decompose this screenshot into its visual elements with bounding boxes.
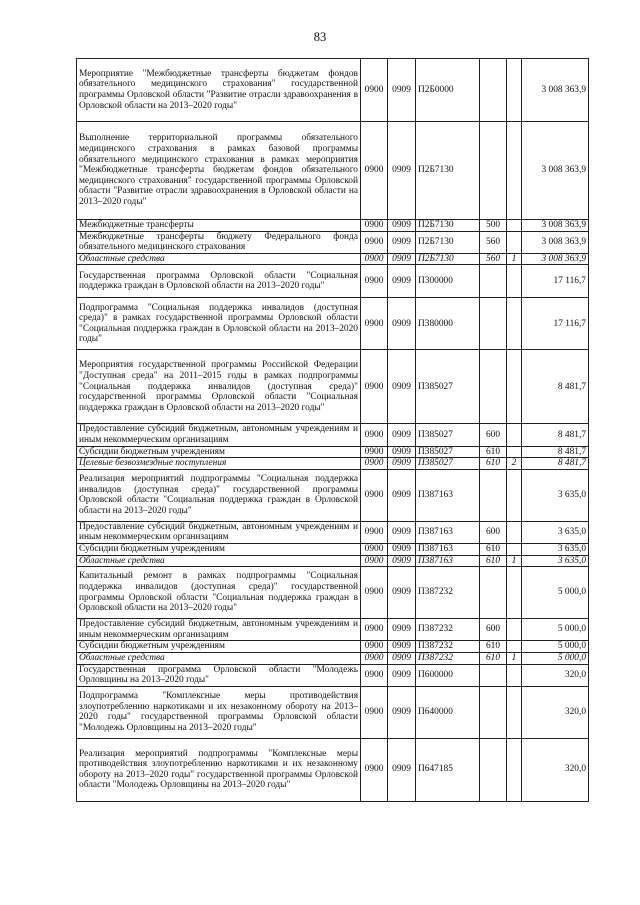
expense-type-cell: 610 (480, 641, 507, 653)
table-row (77, 555, 589, 567)
expense-type-cell (480, 664, 507, 686)
source-code-cell (507, 220, 522, 232)
section-code-cell: 0900 (361, 555, 388, 567)
item-name-cell: Областные средства (77, 555, 361, 567)
target-article-cell: П387232 (416, 619, 480, 641)
source-code-cell (507, 619, 522, 641)
target-article-cell: П300000 (416, 265, 480, 298)
item-name-cell: Предоставление субсидий бюджетным, автономным учреждениям и иным некоммерческим организациям (77, 424, 361, 446)
target-article-cell: П387163 (416, 521, 480, 543)
table-row (77, 619, 589, 641)
expense-type-cell: 610 (480, 446, 507, 458)
expense-type-cell: 610 (480, 652, 507, 664)
section-code-cell: 0900 (361, 521, 388, 543)
amount-cell: 8 481,7 (522, 446, 589, 458)
target-article-cell: П600000 (416, 664, 480, 686)
section-code-cell: 0900 (361, 265, 388, 298)
subsection-code-cell: 0909 (388, 220, 416, 232)
subsection-code-cell: 0909 (388, 619, 416, 641)
target-article-cell: П387163 (416, 543, 480, 555)
subsection-code-cell: 0909 (388, 424, 416, 446)
page-number: 83 (313, 30, 327, 44)
budget-table (76, 58, 589, 802)
section-code-cell: 0900 (361, 298, 388, 350)
amount-cell: 3 008 363,9 (522, 59, 589, 122)
source-code-cell (507, 298, 522, 350)
expense-type-cell: 500 (480, 220, 507, 232)
expense-type-cell: 610 (480, 458, 507, 470)
table-row (77, 265, 589, 298)
item-name-cell: Областные средства (77, 652, 361, 664)
item-name-cell: Областные средства (77, 253, 361, 265)
amount-cell: 5 000,0 (522, 652, 589, 664)
section-code-cell: 0900 (361, 652, 388, 664)
subsection-code-cell: 0909 (388, 686, 416, 738)
table-row (77, 253, 589, 265)
subsection-code-cell: 0909 (388, 59, 416, 122)
target-article-cell: П387163 (416, 469, 480, 521)
expense-type-cell (480, 350, 507, 424)
target-article-cell: П387163 (416, 555, 480, 567)
table-row (77, 686, 589, 738)
source-code-cell (507, 446, 522, 458)
target-article-cell: П2Б7130 (416, 220, 480, 232)
source-code-cell: 1 (507, 253, 522, 265)
subsection-code-cell: 0909 (388, 446, 416, 458)
expense-type-cell (480, 469, 507, 521)
amount-cell: 3 635,0 (522, 521, 589, 543)
item-name-cell: Мероприятия государственной программы Российской Федерации "Доступная среда" на 2011–2015 годы в рамках подпрограммы "Социальная поддержка инвалидов (доступная среда)" государственной программы Орловской области "Социальная поддержка граждан в Орловской области на 2013–2020 годы" (77, 350, 361, 424)
item-name-cell: Субсидии бюджетным учреждениям (77, 543, 361, 555)
source-code-cell (507, 686, 522, 738)
item-name-cell: Реализация мероприятий подпрограммы "Комплексные меры противодействия злоупотреблению наркотиками и их незаконному обороту на 2013–2020 годы" государственной программы Орловской области "Молодежь Орловщины на 2013–2020 годы" (77, 738, 361, 801)
amount-cell: 8 481,7 (522, 458, 589, 470)
item-name-cell: Государственная программа Орловской области "Социальная поддержка граждан в Орловской области на 2013–2020 годы" (77, 265, 361, 298)
subsection-code-cell: 0909 (388, 664, 416, 686)
subsection-code-cell: 0909 (388, 265, 416, 298)
section-code-cell: 0900 (361, 641, 388, 653)
subsection-code-cell: 0909 (388, 231, 416, 253)
amount-cell: 3 008 363,9 (522, 253, 589, 265)
target-article-cell: П2Б7130 (416, 231, 480, 253)
subsection-code-cell: 0909 (388, 652, 416, 664)
subsection-code-cell: 0909 (388, 253, 416, 265)
expense-type-cell (480, 298, 507, 350)
section-code-cell: 0900 (361, 122, 388, 220)
amount-cell: 5 000,0 (522, 567, 589, 619)
subsection-code-cell: 0909 (388, 298, 416, 350)
target-article-cell: П385027 (416, 424, 480, 446)
table-row (77, 652, 589, 664)
amount-cell: 17 116,7 (522, 298, 589, 350)
table-row (77, 738, 589, 801)
subsection-code-cell: 0909 (388, 543, 416, 555)
expense-type-cell (480, 567, 507, 619)
subsection-code-cell: 0909 (388, 738, 416, 801)
subsection-code-cell: 0909 (388, 521, 416, 543)
amount-cell: 3 008 363,9 (522, 122, 589, 220)
section-code-cell: 0900 (361, 231, 388, 253)
target-article-cell: П387232 (416, 641, 480, 653)
amount-cell: 5 000,0 (522, 619, 589, 641)
table-row (77, 231, 589, 253)
subsection-code-cell: 0909 (388, 458, 416, 470)
table-row (77, 122, 589, 220)
source-code-cell: 1 (507, 555, 522, 567)
table-body (77, 59, 589, 802)
source-code-cell (507, 424, 522, 446)
target-article-cell: П387232 (416, 567, 480, 619)
item-name-cell: Мероприятие "Межбюджетные трансферты бюджетам фондов обязательного медицинского страхования" государственной программы Орловской области "Развитие отрасли здравоохранения в Орловской области на 2013–2020 годы" (77, 59, 361, 122)
section-code-cell: 0900 (361, 686, 388, 738)
section-code-cell: 0900 (361, 543, 388, 555)
amount-cell: 3 008 363,9 (522, 231, 589, 253)
source-code-cell (507, 543, 522, 555)
target-article-cell: П385027 (416, 350, 480, 424)
expense-type-cell: 560 (480, 231, 507, 253)
table-row (77, 220, 589, 232)
section-code-cell: 0900 (361, 59, 388, 122)
amount-cell: 3 635,0 (522, 555, 589, 567)
table-row (77, 298, 589, 350)
amount-cell: 3 008 363,9 (522, 220, 589, 232)
expense-type-cell (480, 265, 507, 298)
section-code-cell: 0900 (361, 567, 388, 619)
subsection-code-cell: 0909 (388, 122, 416, 220)
section-code-cell: 0900 (361, 350, 388, 424)
table-row (77, 521, 589, 543)
table-row (77, 59, 589, 122)
section-code-cell: 0900 (361, 220, 388, 232)
expense-type-cell: 610 (480, 555, 507, 567)
section-code-cell: 0900 (361, 664, 388, 686)
table-row (77, 567, 589, 619)
amount-cell: 5 000,0 (522, 641, 589, 653)
item-name-cell: Предоставление субсидий бюджетным, автономным учреждениям и иным некоммерческим организациям (77, 521, 361, 543)
target-article-cell: П2Б7130 (416, 122, 480, 220)
item-name-cell: Выполнение территориальной программы обязательного медицинского страхования в рамках базовой программы обязательного медицинского страхования в рамках мероприятия "Межбюджетные трансферты бюджетам фондов обязательного медицинского страхования" государственной программы Орловской области "Развитие отрасли здравоохранения в Орловской области на 2013–2020 годы" (77, 122, 361, 220)
section-code-cell: 0900 (361, 469, 388, 521)
amount-cell: 3 635,0 (522, 469, 589, 521)
source-code-cell (507, 641, 522, 653)
table-row (77, 469, 589, 521)
expense-type-cell (480, 122, 507, 220)
item-name-cell: Субсидии бюджетным учреждениям (77, 641, 361, 653)
subsection-code-cell: 0909 (388, 350, 416, 424)
target-article-cell: П380000 (416, 298, 480, 350)
source-code-cell (507, 469, 522, 521)
target-article-cell: П2Б0000 (416, 59, 480, 122)
table-row (77, 641, 589, 653)
subsection-code-cell: 0909 (388, 567, 416, 619)
item-name-cell: Государственная программа Орловской области "Молодежь Орловщины на 2013–2020 годы" (77, 664, 361, 686)
item-name-cell: Субсидии бюджетным учреждениям (77, 446, 361, 458)
source-code-cell (507, 664, 522, 686)
table-row (77, 350, 589, 424)
amount-cell: 17 116,7 (522, 265, 589, 298)
section-code-cell: 0900 (361, 446, 388, 458)
expense-type-cell: 600 (480, 521, 507, 543)
amount-cell: 3 635,0 (522, 543, 589, 555)
item-name-cell: Предоставление субсидий бюджетным, автономным учреждениям и иным некоммерческим организациям (77, 619, 361, 641)
section-code-cell: 0900 (361, 619, 388, 641)
item-name-cell: Целевые безвозмездные поступления (77, 458, 361, 470)
expense-type-cell: 600 (480, 424, 507, 446)
item-name-cell: Реализация мероприятий подпрограммы "Социальная поддержка инвалидов (доступная среда)" государственной программы Орловской области "Социальная поддержка граждан в Орловской области на 2013–2020 годы" (77, 469, 361, 521)
item-name-cell: Межбюджетные трансферты бюджету Федерального фонда обязательного медицинского страхования (77, 231, 361, 253)
table-row (77, 424, 589, 446)
section-code-cell: 0900 (361, 424, 388, 446)
target-article-cell: П2Б7130 (416, 253, 480, 265)
source-code-cell (507, 59, 522, 122)
target-article-cell: П385027 (416, 458, 480, 470)
item-name-cell: Подпрограмма "Комплексные меры противодействия злоупотреблению наркотиками и их незаконному обороту на 2013–2020 годы" государственной программы Орловской области "Молодежь Орловщины на 2013–2020 годы" (77, 686, 361, 738)
section-code-cell: 0900 (361, 458, 388, 470)
amount-cell: 320,0 (522, 664, 589, 686)
subsection-code-cell: 0909 (388, 469, 416, 521)
target-article-cell: П640000 (416, 686, 480, 738)
source-code-cell: 2 (507, 458, 522, 470)
expense-type-cell (480, 738, 507, 801)
source-code-cell (507, 231, 522, 253)
source-code-cell (507, 567, 522, 619)
table-row (77, 446, 589, 458)
section-code-cell: 0900 (361, 253, 388, 265)
target-article-cell: П387232 (416, 652, 480, 664)
amount-cell: 320,0 (522, 686, 589, 738)
expense-type-cell: 600 (480, 619, 507, 641)
source-code-cell (507, 521, 522, 543)
source-code-cell (507, 738, 522, 801)
source-code-cell (507, 265, 522, 298)
target-article-cell: П647185 (416, 738, 480, 801)
subsection-code-cell: 0909 (388, 555, 416, 567)
expense-type-cell (480, 686, 507, 738)
expense-type-cell: 610 (480, 543, 507, 555)
table-row (77, 543, 589, 555)
target-article-cell: П385027 (416, 446, 480, 458)
section-code-cell: 0900 (361, 738, 388, 801)
amount-cell: 320,0 (522, 738, 589, 801)
amount-cell: 8 481,7 (522, 424, 589, 446)
expense-type-cell: 560 (480, 253, 507, 265)
amount-cell: 8 481,7 (522, 350, 589, 424)
item-name-cell: Межбюджетные трансферты (77, 220, 361, 232)
item-name-cell: Капитальный ремонт в рамках подпрограммы "Социальная поддержка инвалидов (доступная среда)" государственной программы Орловской области "Социальная поддержка граждан в Орловской области на 2013–2020 годы" (77, 567, 361, 619)
item-name-cell: Подпрограмма "Социальная поддержка инвалидов (доступная среда)" в рамках государственной программы Орловской области "Социальная поддержка граждан в Орловской области на 2013–2020 годы" (77, 298, 361, 350)
table-row (77, 664, 589, 686)
source-code-cell (507, 122, 522, 220)
subsection-code-cell: 0909 (388, 641, 416, 653)
source-code-cell (507, 350, 522, 424)
table-row (77, 458, 589, 470)
source-code-cell: 1 (507, 652, 522, 664)
expense-type-cell (480, 59, 507, 122)
